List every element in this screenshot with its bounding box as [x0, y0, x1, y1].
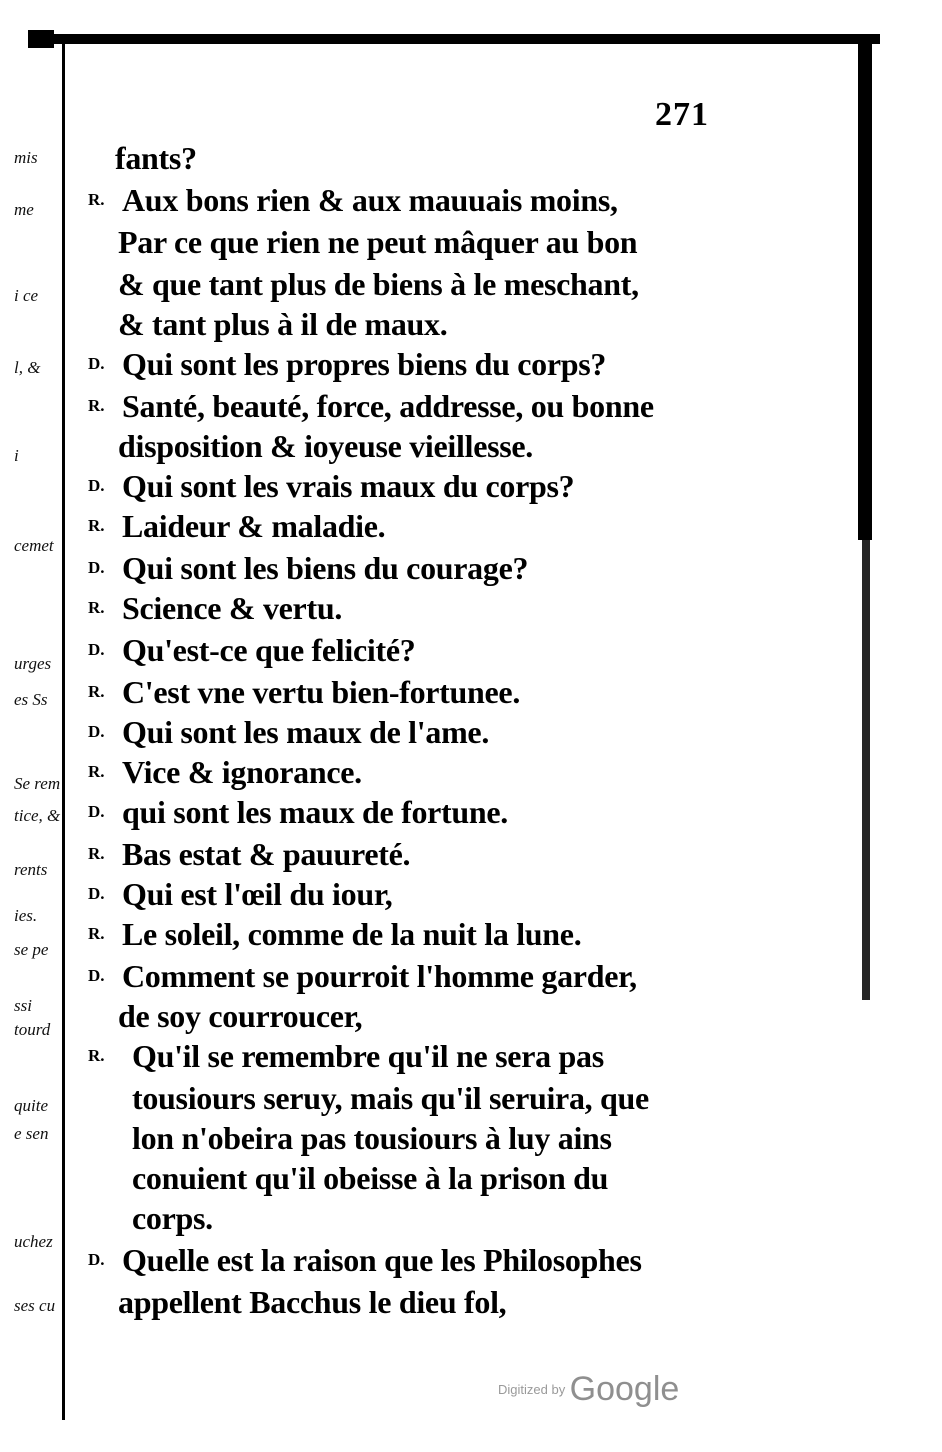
line-text: lon n'obeira pas tousiours à luy ains	[132, 1120, 612, 1156]
speaker-mark: D.	[88, 354, 105, 373]
speaker-mark: R.	[88, 396, 105, 415]
margin-note: me	[14, 200, 34, 219]
line-text: Le soleil, comme de la nuit la lune.	[122, 916, 582, 952]
line-text: Qu'est-ce que felicité?	[122, 632, 416, 668]
speaker-mark: D.	[88, 722, 105, 741]
speaker-mark: R.	[88, 598, 105, 617]
line-text: corps.	[132, 1200, 213, 1236]
margin-note: ssi	[14, 996, 32, 1015]
line-text: Aux bons rien & aux mauuais moins,	[122, 182, 618, 218]
margin-note: es Ss	[14, 690, 48, 709]
page-number: 271	[655, 96, 709, 133]
line-text: Science & vertu.	[122, 590, 343, 626]
margin-note: mis	[14, 148, 38, 167]
margin-note: ies.	[14, 906, 38, 925]
line-text: & que tant plus de biens à le meschant,	[118, 266, 639, 302]
line-text: Qui est l'œil du iour,	[122, 876, 393, 912]
margin-note: rents	[14, 860, 48, 879]
line-text: conuient qu'il obeisse à la prison du	[132, 1160, 609, 1196]
line-text: Par ce que rien ne peut mâquer au bon	[118, 224, 638, 260]
speaker-mark: D.	[88, 802, 105, 821]
margin-note: Se rem	[14, 774, 61, 793]
speaker-mark: R.	[88, 1046, 105, 1065]
margin-note: e sen	[14, 1124, 49, 1143]
line-text: fants?	[115, 140, 197, 176]
margin-note: quite	[14, 1096, 48, 1115]
line-text: Quelle est la raison que les Philosophes	[122, 1242, 642, 1278]
speaker-mark: R.	[88, 682, 105, 701]
line-text: Laideur & maladie.	[122, 508, 386, 544]
digitized-by-label: Digitized by	[498, 1382, 566, 1397]
line-text: de soy courroucer,	[118, 998, 363, 1034]
line-text: tousiours seruy, mais qu'il seruira, que	[132, 1080, 649, 1116]
line-text: Qu'il se remembre qu'il ne sera pas	[132, 1038, 604, 1074]
margin-note: l, &	[14, 358, 41, 377]
speaker-mark: R.	[88, 516, 105, 535]
margin-note: ses cu	[14, 1296, 56, 1315]
speaker-mark: R.	[88, 844, 105, 863]
line-text: Qui sont les biens du courage?	[122, 550, 529, 586]
google-logo: Google	[569, 1370, 680, 1408]
line-text: Vice & ignorance.	[122, 754, 362, 790]
speaker-mark: R.	[88, 924, 105, 943]
margin-note: tourd	[14, 1020, 51, 1039]
line-text: qui sont les maux de fortune.	[122, 794, 509, 830]
left-margin-rule	[62, 40, 65, 1420]
margin-note: cemet	[14, 536, 54, 555]
line-text: & tant plus à il de maux.	[118, 306, 448, 342]
line-text: Qui sont les maux de l'ame.	[122, 714, 490, 750]
line-text: Comment se pourroit l'homme garder,	[122, 958, 637, 994]
speaker-mark: D.	[88, 476, 105, 495]
line-text: disposition & ioyeuse vieillesse.	[118, 428, 534, 464]
right-edge-shadow	[858, 40, 872, 540]
line-text: Bas estat & pauureté.	[122, 836, 411, 872]
speaker-mark: D.	[88, 640, 105, 659]
margin-note: i	[14, 446, 19, 465]
margin-note: tice, &	[14, 806, 61, 825]
margin-note: uchez	[14, 1232, 53, 1251]
line-text: Qui sont les propres biens du corps?	[122, 346, 607, 382]
margin-note: i ce	[14, 286, 39, 305]
speaker-mark: R.	[88, 190, 105, 209]
line-text: Qui sont les vrais maux du corps?	[122, 468, 575, 504]
digitized-footer	[498, 1370, 679, 1409]
top-rule	[30, 34, 880, 44]
speaker-mark: D.	[88, 558, 105, 577]
margin-note: urges	[14, 654, 52, 673]
speaker-mark: R.	[88, 762, 105, 781]
speaker-mark: D.	[88, 884, 105, 903]
speaker-mark: D.	[88, 1250, 105, 1269]
line-text: C'est vne vertu bien-fortunee.	[122, 674, 521, 710]
right-edge-shadow-lower	[862, 540, 870, 1000]
line-text: Santé, beauté, force, addresse, ou bonne	[122, 388, 654, 424]
margin-note: se pe	[14, 940, 49, 959]
speaker-mark: D.	[88, 966, 105, 985]
line-text: appellent Bacchus le dieu fol,	[118, 1284, 507, 1320]
